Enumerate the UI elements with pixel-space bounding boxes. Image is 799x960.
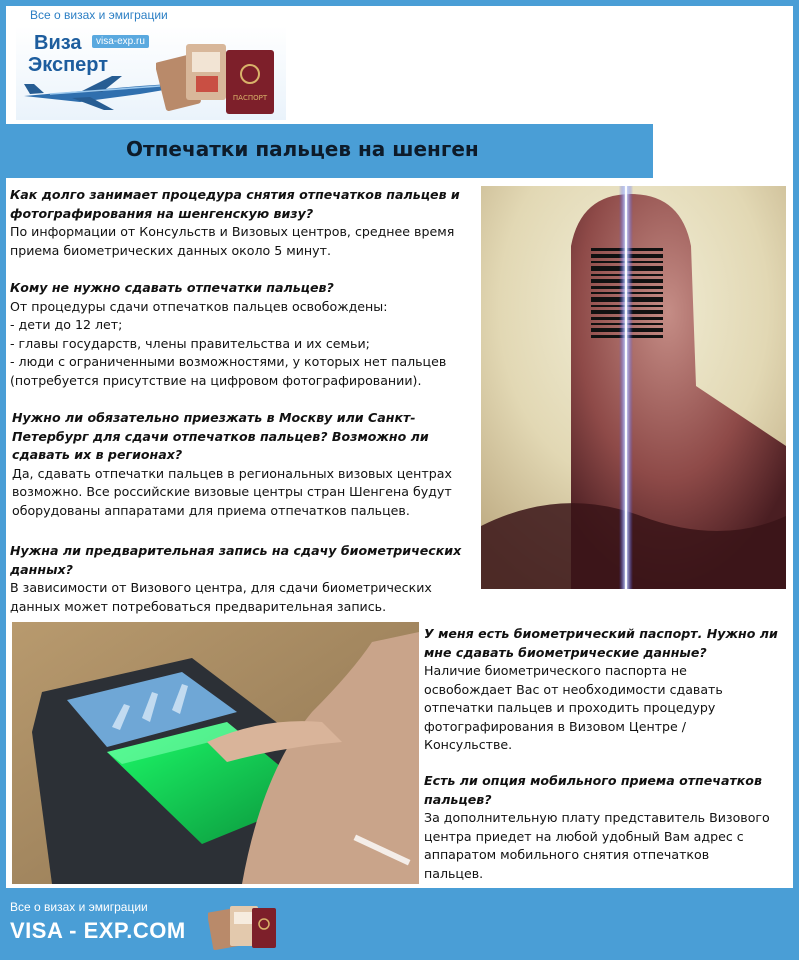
answer-line: Наличие биометрического паспорта не (424, 663, 687, 678)
title-bar (6, 124, 653, 178)
question-line: данных? (10, 561, 73, 577)
answer-line: За дополнительную плату представитель Визового (424, 810, 770, 825)
footer-brand[interactable]: VISA - EXP.COM (10, 918, 186, 943)
answer-line: - дети до 12 лет; (10, 317, 123, 332)
question-line: Есть ли опция мобильного приема отпечатков (424, 773, 762, 788)
answer-line: центра приедет на любой удобный Вам адрес с (424, 828, 744, 844)
answer-line: Консульстве. (424, 737, 513, 752)
logo-url-badge: visa-exp.ru (92, 35, 149, 48)
passport-book-icon (208, 902, 278, 950)
answer-line: - люди с ограниченными возможностями, у которых нет пальцев (10, 354, 447, 369)
site-header (6, 6, 793, 122)
answer-line: приема биометрических данных около 5 минут. (10, 242, 331, 258)
page (6, 6, 793, 888)
question-line: Как долго занимает процедура снятия отпечатков пальцев и (10, 187, 460, 202)
answer-line: отпечатки пальцев и проходить процедуру (424, 700, 716, 715)
faq-section-regions (12, 409, 480, 520)
page-title: Отпечатки пальцев на шенген (126, 137, 479, 161)
question-line: пальцев? (424, 791, 492, 807)
site-footer (0, 888, 799, 960)
question-line: Кому не нужно сдавать отпечатки пальцев? (10, 280, 334, 295)
faq-section-biometric-passport (424, 625, 792, 755)
answer-line: пальцев. (424, 865, 484, 881)
passport-label: ПАСПОРТ (232, 94, 268, 102)
fingerprint-barcode-image (481, 186, 786, 589)
question-line: фотографирования на шенгенскую визу? (10, 205, 314, 221)
answer-line: данных может потребоваться предварительная запись. (10, 598, 387, 614)
faq-section-appointment (10, 542, 480, 616)
question-line: сдавать их в регионах? (12, 447, 183, 462)
question-line: Нужно ли обязательно приезжать в Москву или Санкт- (12, 410, 416, 425)
fingerprint-scanner-image (12, 622, 419, 884)
answer-line: Да, сдавать отпечатки пальцев в региональных визовых центрах (12, 465, 452, 481)
header-tagline: Все о визах и эмиграции (30, 8, 168, 22)
answer-line: (потребуется присутствие на цифровом фотографировании). (10, 372, 422, 388)
answer-line: возможно. Все российские визовые центры стран Шенгена будут (12, 484, 452, 499)
answer-line: освобождает Вас от необходимости сдавать (424, 681, 723, 697)
faq-section-exempt (10, 279, 480, 390)
logo-word-viza: Виза (34, 32, 82, 54)
answer-line: фотографирования в Визовом Центре / (424, 718, 686, 734)
question-line: Нужна ли предварительная запись на сдачу биометрических (10, 543, 462, 558)
passports-icon (156, 36, 281, 118)
logo-word-expert: Эксперт (28, 54, 109, 76)
answer-line: - главы государств, члены правительства и их семьи; (10, 335, 370, 351)
answer-line: аппаратом мобильного снятия отпечатков (424, 847, 710, 862)
footer-tagline: Все о визах и эмиграции (10, 900, 148, 914)
question-line: мне сдавать биометрические данные? (424, 644, 707, 660)
faq-section-mobile (424, 772, 792, 883)
question-line: Петербург для сдачи отпечатков пальцев? Возможно ли (12, 428, 429, 444)
site-logo[interactable] (16, 26, 286, 120)
answer-line: По информации от Консульств и Визовых центров, среднее время (10, 224, 455, 239)
faq-section-duration (10, 186, 480, 260)
answer-line: оборудованы аппаратами для приема отпечатков пальцев. (12, 502, 410, 518)
answer-line: В зависимости от Визового центра, для сдачи биометрических (10, 580, 432, 595)
answer-line: От процедуры сдачи отпечатков пальцев освобождены: (10, 298, 388, 314)
question-line: У меня есть биометрический паспорт. Нужно ли (424, 626, 778, 641)
